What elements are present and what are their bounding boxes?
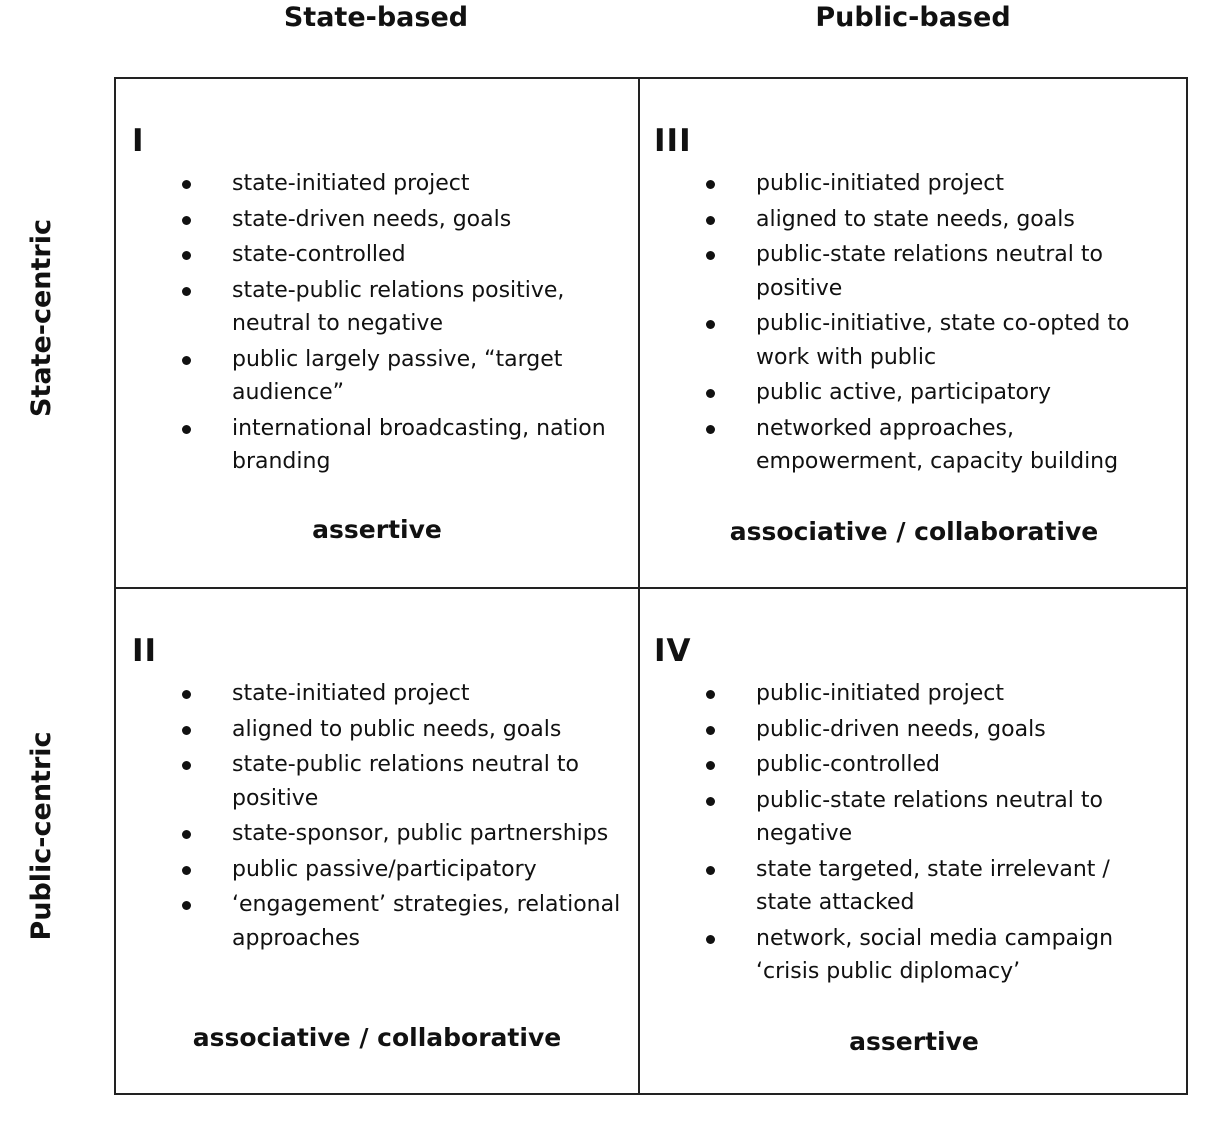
quadrant-item-list [702,167,1172,481]
list-item-text: public-state relations neutral to negative [756,787,1103,846]
list-item [702,307,1172,374]
list-item [702,922,1172,989]
quadrant-numeral: I [132,123,145,159]
list-item [702,677,1172,711]
list-item-text: state-controlled [232,242,406,267]
column-header-public-based: Public-based [815,2,1011,33]
list-item-text: ‘engagement’ strategies, relational approaches [232,892,621,951]
bullet-icon [706,389,715,398]
list-item-text: public largely passive, “target audience” [232,346,563,405]
quadrant-iii [640,79,1188,587]
list-item [178,343,638,410]
bullet-icon [182,726,191,735]
list-item [702,412,1172,479]
list-item-text: state-public relations positive, neutral to negative [232,277,565,336]
list-item [178,853,638,887]
list-item-text: public-state relations neutral to positive [756,242,1103,301]
bullet-icon [182,901,191,910]
list-item-text: aligned to public needs, goals [232,716,562,742]
list-item-text: state targeted, state irrelevant / state attacked [756,856,1110,915]
row-header-public-centric: Public-centric [26,731,57,941]
quadrant-footer-label: assertive [312,515,442,544]
list-item [178,274,638,341]
list-item [178,412,638,479]
quadrant-numeral: III [654,123,692,159]
list-item-text: public active, participatory [756,380,1052,405]
quadrant-numeral: II [132,633,158,669]
list-item-text: state-initiated project [232,681,470,706]
list-item [702,748,1172,782]
bullet-icon [182,216,191,225]
list-item-text: state-driven needs, goals [232,206,512,232]
list-item [702,713,1172,747]
bullet-icon [706,216,715,225]
bullet-icon [182,690,191,699]
list-item [702,784,1172,851]
quadrant-footer-label: associative / collaborative [729,517,1099,546]
quadrant-ii [116,589,638,1095]
list-item-text: state-public relations neutral to positive [232,752,579,811]
bullet-icon [706,761,715,770]
bullet-icon [706,320,715,329]
bullet-icon [706,690,715,699]
list-item-text: public-controlled [756,752,941,777]
bullet-icon [706,180,715,189]
row-header-state-centric: State-centric [26,218,57,418]
quadrant-item-list [178,677,638,957]
quadrant-item-list [178,167,638,481]
bullet-icon [706,935,715,944]
list-item [178,888,638,955]
bullet-icon [182,180,191,189]
bullet-icon [182,251,191,260]
list-item-text: public-initiated project [756,681,1004,706]
list-item [702,238,1172,305]
bullet-icon [706,726,715,735]
list-item [178,713,638,747]
quadrant-i [116,79,638,587]
list-item [178,748,638,815]
list-item-text: network, social media campaign ‘crisis public diplomacy’ [756,925,1114,984]
list-item-text: public passive/participatory [232,856,537,882]
list-item [178,677,638,711]
list-item [178,167,638,201]
list-item [178,203,638,237]
list-item-text: public-driven needs, goals [756,716,1046,742]
bullet-icon [182,356,191,365]
list-item [702,376,1172,410]
bullet-icon [182,761,191,770]
list-item-text: public-initiated project [756,171,1004,196]
bullet-icon [182,830,191,839]
quadrant-grid [114,77,1188,1095]
column-header-state-based: State-based [283,2,469,33]
quadrant-footer-label: associative / collaborative [192,1023,562,1052]
list-item-text: state-sponsor, public partnerships [232,821,609,846]
bullet-icon [706,251,715,260]
list-item-text: public-initiative, state co-opted to work with public [756,311,1130,370]
quadrant-footer-label: assertive [849,1027,979,1056]
list-item [702,203,1172,237]
list-item [702,167,1172,201]
bullet-icon [182,425,191,434]
list-item-text: international broadcasting, nation branding [232,415,606,474]
bullet-icon [182,287,191,296]
list-item-text: state-initiated project [232,171,470,196]
bullet-icon [706,866,715,875]
list-item [178,238,638,272]
list-item [178,817,638,851]
quadrant-item-list [702,677,1172,991]
quadrant-iv [640,589,1188,1095]
quadrant-numeral: IV [654,633,692,669]
list-item-text: networked approaches, empowerment, capacity building [756,415,1119,474]
bullet-icon [182,866,191,875]
bullet-icon [706,425,715,434]
list-item [702,853,1172,920]
bullet-icon [706,797,715,806]
list-item-text: aligned to state needs, goals [756,206,1075,232]
